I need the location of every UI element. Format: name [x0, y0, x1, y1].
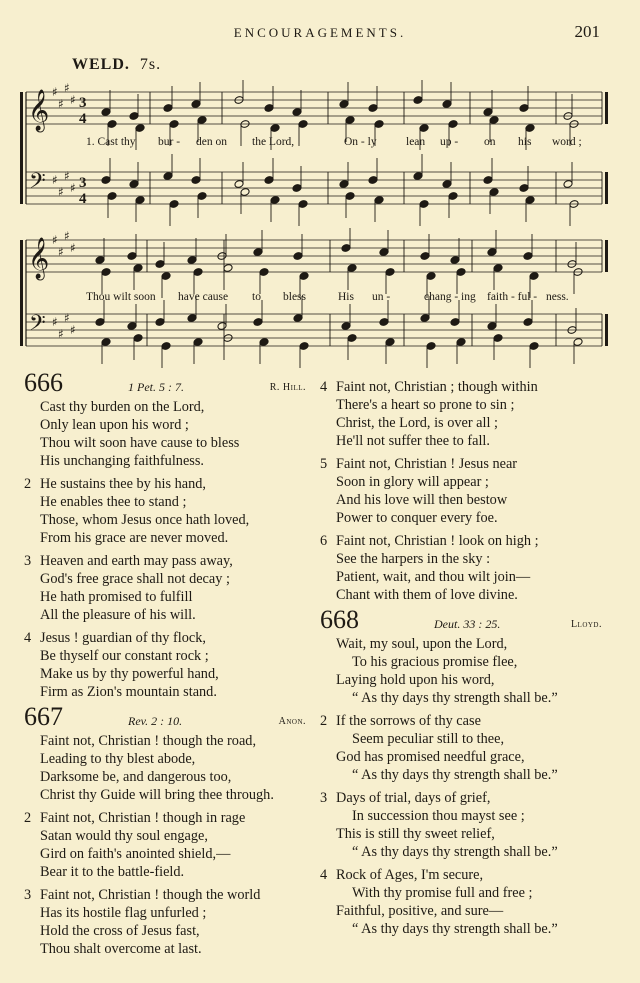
verse-line: Soon in glory will appear ;	[336, 474, 489, 490]
verse-line: Satan would thy soul engage,	[40, 828, 208, 844]
tune-heading	[72, 56, 161, 74]
lyric-syllable: 1. Cast thy	[86, 136, 136, 148]
verse-line: Faint not, Christian ! though the road,	[40, 733, 257, 749]
verse-line: From his grace are never moved.	[40, 530, 229, 546]
verse-line: Leading to thy blest abode,	[40, 751, 196, 767]
svg-text:4: 4	[79, 111, 87, 127]
verse-line: With thy promise full and free ;	[352, 885, 533, 901]
verse-line: See the harpers in the sky :	[336, 551, 491, 567]
verse-line: Bear it to the battle-field.	[40, 864, 185, 880]
svg-text:♯: ♯	[52, 173, 58, 187]
hymn-number: 667	[24, 702, 63, 731]
scripture-reference: Deut. 33 : 25.	[434, 617, 501, 631]
hymn-667-stanza-2	[24, 809, 306, 881]
hymn-667-stanza-5	[320, 455, 602, 527]
hymn-667-stanza-1	[24, 732, 306, 804]
verse-line: God's free grace shall not decay ;	[40, 571, 230, 587]
lyric-syllable: on	[484, 136, 496, 148]
verse-line: He enables thee to stand ;	[40, 494, 187, 510]
svg-text:♯: ♯	[58, 327, 64, 341]
lyric-syllable: to	[252, 291, 261, 303]
hymn-668-stanza-2	[320, 712, 602, 784]
svg-text:𝄢: 𝄢	[29, 169, 46, 199]
verse-line: Laying hold upon his word,	[336, 672, 495, 688]
stanza-number: 6	[320, 533, 328, 549]
section-title: ENCOURAGEMENTS.	[233, 25, 407, 40]
verse-line: If the sorrows of thy case	[336, 713, 481, 729]
verse-line: Has its hostile flag unfurled ;	[40, 905, 207, 921]
verse-line: Wait, my soul, upon the Lord,	[336, 636, 508, 652]
svg-text:3: 3	[79, 95, 87, 111]
verse-line: Faint not, Christian ! though in rage	[40, 810, 246, 826]
lyric-syllable: ness.	[546, 291, 569, 303]
lyric-syllable: have cause	[178, 291, 229, 303]
lyric-syllable: up -	[440, 136, 459, 148]
verse-line: “ As thy days thy strength shall be.”	[352, 690, 558, 706]
verse-line: Power to conquer every foe.	[336, 510, 498, 526]
hymn-author: R. Hill.	[269, 382, 306, 393]
hymn-668-stanza-1	[320, 635, 602, 707]
hymn-author: Lloyd.	[570, 619, 602, 630]
stanza-number: 4	[24, 630, 32, 646]
hymn-666-stanza-3	[24, 552, 306, 624]
page-header	[0, 22, 640, 44]
hymn-667-stanza-4	[320, 378, 602, 450]
right-column	[320, 378, 602, 943]
verse-line: There's a heart so prone to sin ;	[336, 397, 515, 413]
hymn-number: 668	[320, 605, 359, 634]
tune-meter: 7s.	[139, 56, 162, 73]
verse-line: Heaven and earth may pass away,	[40, 553, 233, 569]
stanza-number: 2	[24, 810, 32, 826]
lyric-syllable: His	[338, 291, 354, 303]
hymn-668-stanza-3	[320, 789, 602, 861]
verse-line: All the pleasure of his will.	[40, 607, 196, 623]
svg-text:𝄞: 𝄞	[28, 238, 50, 279]
verse-line: “ As thy days thy strength shall be.”	[352, 921, 558, 937]
lyric-syllable: word ;	[552, 136, 582, 148]
verse-line: And his love will then bestow	[336, 492, 508, 508]
svg-text:♯: ♯	[52, 315, 58, 329]
svg-text:4: 4	[79, 191, 87, 207]
lyric-syllable: his	[518, 136, 532, 148]
verse-line: Faint not, Christian ! Jesus near	[336, 456, 518, 472]
stanza-number: 3	[320, 790, 328, 806]
svg-text:𝄢: 𝄢	[29, 311, 46, 341]
verse-line: His unchanging faithfulness.	[40, 453, 204, 469]
stanza-number: 5	[320, 456, 328, 472]
page-number: 201	[574, 22, 600, 41]
lyric-syllable: bless	[283, 291, 306, 303]
verse-line: Christ thy Guide will bring thee through.	[40, 787, 274, 803]
lyric-syllable: lean	[406, 136, 426, 148]
svg-text:♯: ♯	[52, 85, 58, 99]
hymn-668-stanza-4	[320, 866, 602, 938]
svg-text:♯: ♯	[70, 323, 76, 337]
hymn-666-stanza-4	[24, 629, 306, 701]
verse-line: He hath promised to fulfill	[40, 589, 193, 605]
hymn-666-stanza-2	[24, 475, 306, 547]
verse-line: Make us by thy powerful hand,	[40, 666, 219, 682]
hymn-666-heading	[24, 368, 306, 398]
music-system-1	[0, 80, 640, 230]
verse-line: Thou shalt overcome at last.	[40, 941, 202, 957]
lyric-syllable: chang - ing	[424, 291, 476, 303]
verse-line: Days of trial, days of grief,	[336, 790, 491, 806]
stanza-number: 2	[24, 476, 32, 492]
svg-text:♯: ♯	[64, 311, 70, 325]
lyric-syllable: den on	[196, 136, 227, 148]
svg-text:♯: ♯	[58, 185, 64, 199]
svg-text:♯: ♯	[58, 245, 64, 259]
verse-line: Christ, the Lord, is over all ;	[336, 415, 499, 431]
verse-line: God has promised needful grace,	[336, 749, 525, 765]
verse-line: “ As thy days thy strength shall be.”	[352, 844, 558, 860]
lyric-syllable: un -	[372, 291, 391, 303]
verse-line: Only lean upon his word ;	[40, 417, 189, 433]
hymn-author: Anon.	[278, 716, 306, 727]
tune-name: WELD.	[72, 56, 130, 73]
verse-line: Cast thy burden on the Lord,	[40, 399, 205, 415]
stanza-number: 4	[320, 867, 328, 883]
svg-text:♯: ♯	[70, 93, 76, 107]
stanza-number: 4	[320, 379, 328, 395]
hymn-667-heading	[24, 702, 306, 732]
verse-line: Rock of Ages, I'm secure,	[336, 867, 484, 883]
verse-line: Faint not, Christian ! look on high ;	[336, 533, 539, 549]
verse-line: Be thyself our constant rock ;	[40, 648, 209, 664]
verse-line: Those, whom Jesus once hath loved,	[40, 512, 250, 528]
lyric-syllable: the Lord,	[252, 136, 295, 148]
verse-line: Hold the cross of Jesus fast,	[40, 923, 200, 939]
verse-line: Firm as Zion's mountain stand.	[40, 684, 217, 700]
lyric-syllable: Thou wilt soon	[86, 291, 156, 303]
verse-line: He sustains thee by his hand,	[40, 476, 206, 492]
verse-line: Darksome be, and dangerous too,	[40, 769, 232, 785]
lyric-syllable: faith - ful -	[487, 291, 538, 303]
svg-text:♯: ♯	[52, 233, 58, 247]
verse-line: “ As thy days thy strength shall be.”	[352, 767, 558, 783]
svg-text:♯: ♯	[64, 169, 70, 183]
svg-text:♯: ♯	[70, 181, 76, 195]
verse-line: This is still thy sweet relief,	[336, 826, 495, 842]
hymn-number: 666	[24, 368, 63, 397]
scripture-reference: 1 Pet. 5 : 7.	[128, 380, 184, 394]
verse-line: He'll not suffer thee to fall.	[336, 433, 490, 449]
svg-text:♯: ♯	[70, 241, 76, 255]
verse-line: Seem peculiar still to thee,	[352, 731, 505, 747]
svg-text:𝄞: 𝄞	[28, 90, 50, 131]
hymn-666-stanza-1	[24, 398, 306, 470]
svg-text:♯: ♯	[58, 97, 64, 111]
lyric-syllable: bur -	[158, 136, 181, 148]
hymn-667-stanza-6	[320, 532, 602, 604]
stanza-number: 3	[24, 553, 32, 569]
lyric-syllable: On - ly	[344, 136, 377, 148]
svg-text:♯: ♯	[64, 229, 70, 243]
verse-line: In succession thou mayst see ;	[352, 808, 525, 824]
verse-line: Faithful, positive, and sure—	[336, 903, 504, 919]
left-column	[24, 368, 306, 963]
stanza-number: 3	[24, 887, 32, 903]
scripture-reference: Rev. 2 : 10.	[128, 714, 183, 728]
svg-text:♯: ♯	[64, 81, 70, 95]
verse-line: Faint not, Christian ; though within	[336, 379, 538, 395]
verse-line: Faint not, Christian ! though the world	[40, 887, 261, 903]
verse-line: Jesus ! guardian of thy flock,	[40, 630, 206, 646]
stanza-number: 2	[320, 713, 328, 729]
hymn-668-heading	[320, 605, 602, 635]
verse-line: Patient, wait, and thou wilt join—	[336, 569, 531, 585]
verse-line: Gird on faith's anointed shield,—	[40, 846, 231, 862]
verse-line: Chant with them of love divine.	[336, 587, 518, 603]
svg-text:3: 3	[79, 175, 87, 191]
hymn-667-stanza-3	[24, 886, 306, 958]
verse-line: To his gracious promise flee,	[352, 654, 518, 670]
verse-line: Thou wilt soon have cause to bless	[40, 435, 240, 451]
